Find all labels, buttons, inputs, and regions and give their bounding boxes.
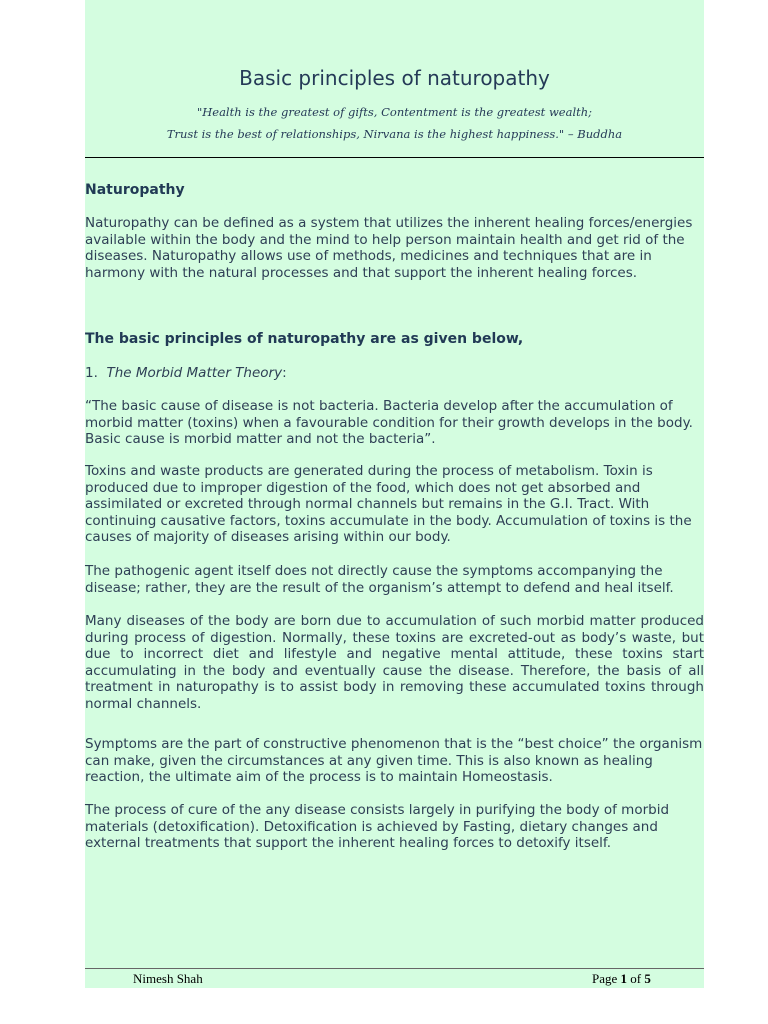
list-item-title: The Morbid Matter Theory (106, 365, 283, 381)
paragraph-symptoms: Symptoms are the part of constructive phenomenon that is the “best choice” the organism can make, given the circumstances at any given time. This is also known as healing reaction, the ultimate aim of the process is to maintain Homeostasis. (85, 736, 703, 785)
page-prefix: Page (592, 971, 621, 986)
quote-line-1: "Health is the greatest of gifts, Contentment is the greatest wealth; (196, 105, 593, 119)
paragraph-cure: The process of cure of the any disease consists largely in purifying the body of morbid materials (detoxification). Detoxification is achieved by Fasting, dietary changes and external treatments that support the inherent healing forces to detoxify itself. (85, 802, 670, 851)
document-title: Basic principles of naturopathy (239, 66, 550, 90)
list-item-colon: : (282, 365, 287, 381)
header-divider (85, 157, 704, 158)
document-page (85, 0, 704, 988)
footer-divider (85, 968, 704, 969)
paragraph-pathogenic: The pathogenic agent itself does not directly cause the symptoms accompanying the disease; rather, they are the result of the organism’s attempt to defend and heal itself. (85, 563, 674, 596)
footer-author: Nimesh Shah (133, 971, 203, 986)
section-heading-principles: The basic principles of naturopathy are as given below, (85, 331, 524, 347)
paragraph-toxins: Toxins and waste products are generated during the process of metabolism. Toxin is produced due to improper digestion of the food, which does not get absorbed and assimilated or excreted through normal channels but remains in the G.I. Tract. With continuing causative factors, toxins accumulate in the body. Accumulation of toxins is the causes of majority of diseases arising within our body. (85, 463, 692, 545)
paragraph-definition: Naturopathy can be defined as a system that utilizes the inherent healing forces/energies available within the body and the mind to help person maintain health and get rid of the diseases. Naturopathy allows use of methods, medicines and techniques that are in harmony with the natural processes and that support the inherent healing forces. (85, 215, 693, 281)
page-of: of (627, 971, 645, 986)
footer-page-number (592, 971, 651, 987)
quote-line-2: Trust is the best of relationships, Nirvana is the highest happiness." – Buddha (166, 127, 623, 141)
page-total: 5 (644, 971, 651, 986)
section-heading-naturopathy: Naturopathy (85, 182, 185, 198)
list-item-1 (85, 365, 704, 382)
list-number: 1. (85, 365, 98, 381)
paragraph-quote-theory: “The basic cause of disease is not bacteria. Bacteria develop after the accumulation of morbid matter (toxins) when a favourable condition for their growth develops in the body. Basic cause is morbid matter and not the bacteria”. (85, 398, 693, 447)
paragraph-diseases: Many diseases of the body are born due to accumulation of such morbid matter produced during process of digestion. Normally, these toxins are excreted-out as body’s waste, but due to incorrect diet and lifestyle and negative mental attitude, these toxins start accumulating in the body and eventually cause the disease. Therefore, the basis of all treatment in naturopathy is to assist body in removing these accumulated toxins through normal channels. (85, 613, 704, 712)
page-current: 1 (620, 971, 628, 986)
